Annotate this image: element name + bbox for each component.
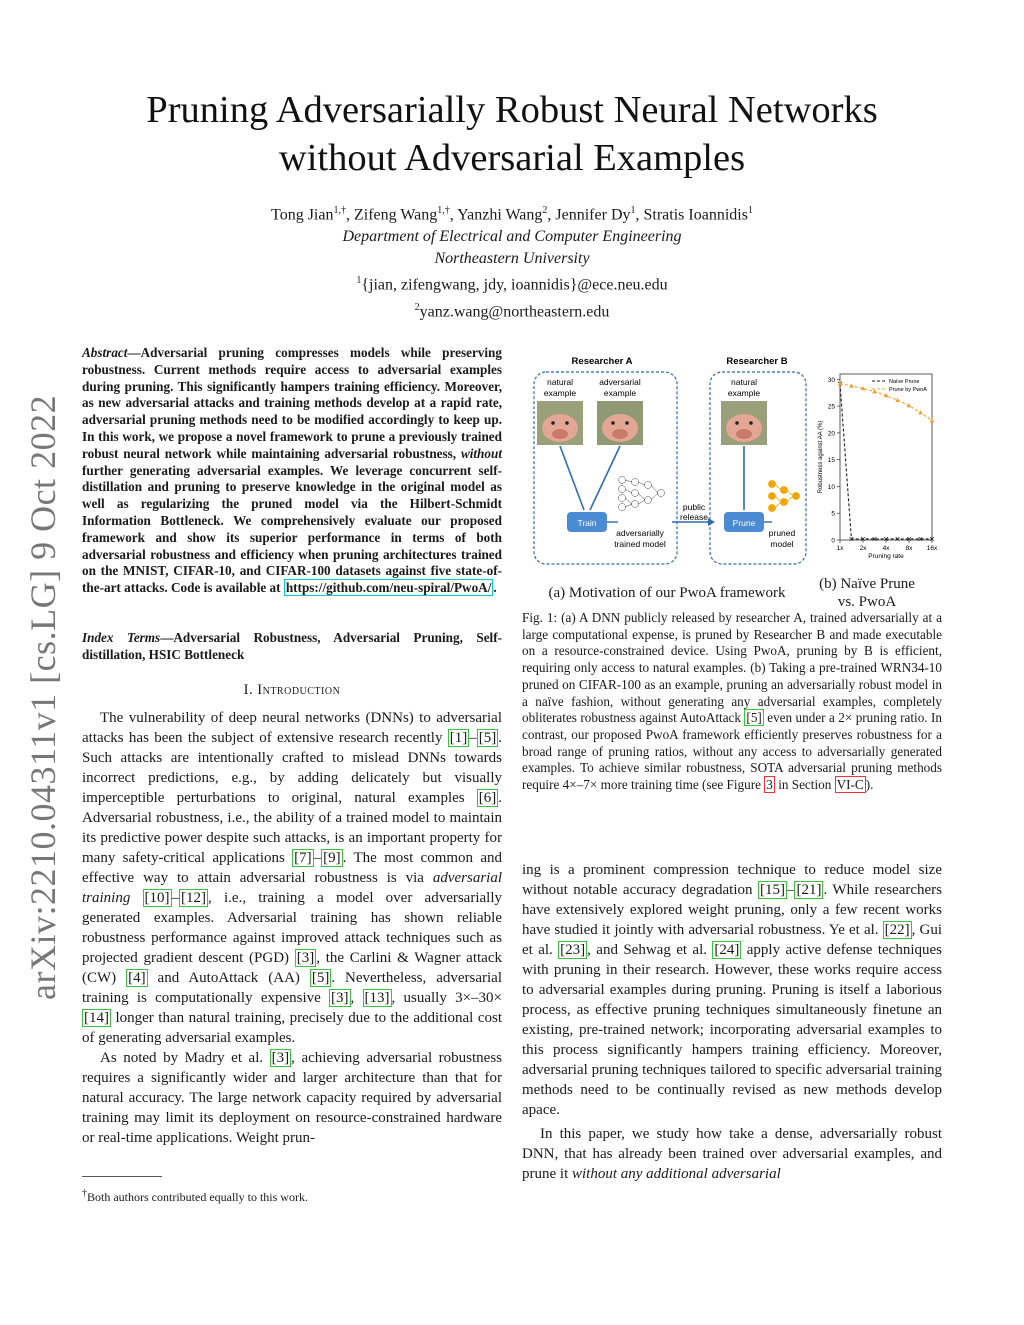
- y-tick-label: 5: [831, 510, 835, 518]
- author-affiliation: 1: [747, 205, 753, 216]
- paragraph: [82, 708, 502, 1048]
- plot-frame: [840, 374, 932, 540]
- arxiv-identifier: arXiv:2210.04311v1 [cs.LG] 9 Oct 2022: [23, 394, 63, 1000]
- author-affiliation: 1: [630, 205, 636, 216]
- author-name: Zifeng Wang: [353, 206, 438, 224]
- footnote-symbol: †: [82, 1188, 87, 1199]
- arrow: [560, 446, 584, 510]
- text: , the Carlini & Wagner attack (CW): [82, 950, 502, 986]
- citation-link[interactable]: [14]: [84, 1010, 109, 1026]
- arrow: [590, 446, 620, 510]
- figure-link[interactable]: 3: [766, 777, 773, 793]
- y-tick-label: 10: [827, 483, 835, 491]
- public-release-label: public: [682, 502, 706, 512]
- figure-caption: [522, 610, 942, 794]
- abstract-text: Adversarial pruning compresses models while preserving robustness. Current methods require access to adversarial examples during pruning. This significantly hampers training efficiency. Moreover, as new adversarial attacks and training methods develop at a rapid rate, adversarial pruning methods need to be modified accordingly to keep up. In this work, we propose a novel framework to prune a previously trained robust neural network while maintaining adversarial robustness,: [82, 345, 502, 461]
- title-line-2: without Adversarial Examples: [278, 137, 746, 179]
- citation-link[interactable]: [5]: [478, 730, 497, 746]
- citation-link[interactable]: [23]: [560, 942, 586, 958]
- arrow-head: [708, 518, 715, 526]
- section-link[interactable]: VI-C: [836, 777, 864, 793]
- citation-link[interactable]: [3]: [296, 950, 315, 966]
- researcher-a-label: Researcher A: [571, 356, 633, 367]
- text: . Adversarial robustness, i.e., the ability of a trained model to maintain its predictive power despite such attacks, is an important property for many safety-critical applications: [82, 790, 502, 866]
- author-name: Tong Jian: [271, 206, 334, 224]
- author-block: [0, 200, 1024, 323]
- x-tick-label: 2x: [859, 545, 867, 552]
- caption-b-line: vs. PwoA: [837, 594, 897, 610]
- adversarial-example-label: example: [603, 388, 637, 398]
- data-point-pwoa: [872, 389, 877, 393]
- text: ,: [350, 990, 363, 1006]
- intro-column-left: [82, 708, 502, 1148]
- email-sup: 2: [414, 301, 420, 313]
- author-name: Yanzhi Wang: [457, 206, 543, 224]
- adversarial-model-label: trained model: [614, 539, 666, 549]
- natural-example-label: example: [543, 388, 577, 398]
- researcher-b-label: Researcher B: [726, 356, 788, 367]
- legend-label: Naïve Prune: [889, 379, 920, 385]
- text: , achieving adversarial robustness requires a significantly wider and larger architecture than that for natural accuracy. The large network capacity required by adversarial training may limit its deployment on resource-constrained hardware or real-time applications. Weight prun-: [82, 1050, 502, 1146]
- abstract-label: Abstract: [82, 345, 128, 360]
- public-release-label: release: [680, 512, 708, 522]
- abstract-end: .: [493, 580, 497, 596]
- citation-link[interactable]: [21]: [796, 882, 822, 898]
- text: –: [171, 890, 180, 906]
- text: –: [469, 730, 477, 746]
- title-line-1: Pruning Adversarially Robust Neural Networks: [146, 89, 878, 131]
- subfigure-caption-b: [812, 575, 922, 611]
- pruned-model-label: pruned: [768, 528, 796, 538]
- prune-label: Prune: [732, 518, 756, 528]
- paragraph: [522, 1124, 942, 1184]
- author-affiliation: 2: [542, 205, 548, 216]
- citation-link[interactable]: [3]: [331, 990, 349, 1006]
- citation-link[interactable]: [15]: [759, 882, 785, 898]
- pruned-network-icon: [769, 481, 800, 512]
- citation-link[interactable]: [4]: [128, 970, 146, 986]
- text: . While researchers have extensively explored weight pruning, only a few recent works have studied it jointly with adversarial robustness. Ye et al.: [522, 882, 942, 938]
- series-line-naive-prune: [840, 384, 932, 539]
- footnote-text: Both authors contributed equally to this work.: [87, 1190, 308, 1204]
- x-axis-label: Pruning rate: [868, 553, 904, 560]
- email-line-1: [0, 270, 1024, 296]
- caption-b-line: (b) Naïve Prune: [819, 576, 915, 592]
- index-terms-text: —Adversarial Robustness, Adversarial Pruning, Self-distillation, HSIC Bottleneck: [82, 630, 503, 662]
- robustness-chart: [818, 374, 938, 560]
- email-1: {jian, zifengwang, jdy, ioannidis}@ece.neu.edu: [361, 276, 668, 294]
- author-name: Jennifer Dy: [555, 206, 631, 224]
- data-point-pwoa: [849, 383, 854, 387]
- text: In this paper, we study how take a dense, adversarially robust DNN, that has already been trained over adversarial examples, and prune it: [522, 1126, 942, 1182]
- pig-image-natural: [537, 401, 583, 445]
- subfigure-caption-a: (a) Motivation of our PwoA framework: [548, 585, 786, 601]
- x-tick-label: 4x: [882, 545, 890, 552]
- legend-label: Prune by PwoA: [889, 387, 927, 393]
- email-sup: 1: [356, 275, 362, 287]
- y-axis-label: Robustness against AA (%): [818, 420, 824, 494]
- text: ).: [865, 777, 874, 793]
- code-link[interactable]: https://github.com/neu-spiral/PwoA/: [285, 580, 492, 596]
- abstract: [82, 345, 502, 597]
- citation-link[interactable]: [6]: [478, 790, 497, 806]
- pig-image-adversarial: [597, 401, 643, 445]
- text: apply active defense techniques with pruning in their research. However, these works require access to adversarial examples during pruning. Pruning is itself a laborious process, as effective pruning techniques simultaneously finetune an existing, pre-trained network; incorporating adversarial examples to this process significantly hampers training efficiency. Moreover, adversarial pruning techniques tailored to specific adversarial training methods need to be continually revised as new methods develop apace.: [522, 942, 942, 1118]
- train-label: Train: [577, 518, 597, 528]
- y-tick-label: 0: [831, 537, 835, 545]
- citation-link[interactable]: [13]: [364, 990, 390, 1006]
- y-tick-label: 25: [827, 403, 835, 411]
- text: As noted by Madry et al.: [100, 1050, 270, 1066]
- emphasis: without any additional adversarial: [572, 1166, 781, 1182]
- author-affiliation: 1,†: [437, 205, 450, 216]
- section-title: Introduction: [257, 682, 341, 698]
- section-number: I.: [243, 682, 254, 698]
- text: longer than natural training, precisely due to the additional cost of generating adversarial examples.: [82, 1010, 502, 1046]
- natural-example-label: natural: [731, 377, 757, 387]
- author-list: Tong Jian$^{1,\dagger}$, Zifeng Wang$^{1,\dagger}$, Yanzhi Wang$^2$, Jennifer Dy$^1$, Stratis Ioannidis$^1$: [271, 205, 753, 224]
- author-affiliation: 1,†: [333, 205, 346, 216]
- data-point-pwoa: [930, 418, 935, 422]
- paragraph: [522, 860, 942, 1120]
- citation-link[interactable]: [12]: [181, 890, 207, 906]
- text: , Gui et al.: [522, 922, 943, 958]
- figure-graphic: [522, 352, 942, 582]
- x-tick-label: 16x: [926, 545, 938, 552]
- footnote-divider: [82, 1176, 162, 1177]
- text: even under a 2× pruning ratio. In contrast, our proposed PwoA framework efficiently preserves robustness for a broad range of pruning ratios, without any access to adversarially generated examples. To achieve similar robustness, SOTA adversarial pruning methods require 4×–7× more training time (see Figure: [522, 710, 942, 793]
- citation-link[interactable]: [24]: [714, 942, 740, 958]
- y-tick-label: 30: [827, 376, 835, 384]
- university: Northeastern University: [434, 250, 590, 268]
- adversarial-model-label: adversarially: [616, 528, 664, 538]
- y-tick-label: 15: [827, 457, 835, 465]
- text: , usually 3×–30×: [391, 990, 502, 1006]
- neural-network-icon: [619, 477, 665, 511]
- figure-1: [522, 352, 942, 612]
- paragraph: [82, 1048, 502, 1148]
- natural-example-label: natural: [547, 377, 573, 387]
- citation-link[interactable]: [3]: [271, 1050, 290, 1066]
- emphasis: adversarial training: [82, 870, 502, 906]
- pruned-model-label: model: [770, 539, 794, 549]
- email-2: yanz.wang@northeastern.edu: [419, 302, 610, 320]
- citation-link[interactable]: [1]: [449, 730, 468, 746]
- text: –: [786, 882, 795, 898]
- citation-link[interactable]: [5]: [746, 710, 762, 726]
- text: ing is a prominent compression technique to reduce model size without notable accuracy degradation: [522, 862, 942, 898]
- text: The vulnerability of deep neural networks (DNNs) to adversarial attacks has been the subject of extensive research recently: [82, 710, 502, 746]
- intro-column-right: [522, 860, 942, 1184]
- data-point-pwoa: [918, 410, 923, 414]
- citation-link[interactable]: [5]: [311, 970, 330, 986]
- x-tick-label: 1x: [836, 545, 844, 552]
- x-tick-label: 8x: [905, 545, 913, 552]
- text: [130, 890, 142, 906]
- text: Fig. 1: (a) A DNN publicly released by researcher A, trained adversarially at a large computational expense, is pruned by Researcher B and made executable on a resource-constrained device. Using PwoA, pruning by B is efficient, requiring only access to natural examples. (b) Taking a pre-trained WRN34-10 pruned on CIFAR-100 as an example, pruning an adversarially robust model in a naïve fashion, without generating any adversarial examples, completely obliterates robustness against AutoAttack: [522, 610, 942, 726]
- index-terms: [82, 630, 502, 664]
- department: Department of Electrical and Computer Engineering: [342, 228, 682, 246]
- text: , i.e., training a model over adversarially generated examples. Adversarial training has shown reliable robustness performance against improved attack techniques such as projected gradient descent (PGD): [82, 890, 502, 966]
- text: and AutoAttack (AA): [147, 970, 310, 986]
- email-line-2: [0, 297, 1024, 323]
- data-point-pwoa: [895, 398, 900, 402]
- text: –: [313, 850, 322, 866]
- citation-link[interactable]: [9]: [323, 850, 341, 866]
- footnote: [82, 1186, 502, 1205]
- paper-title: [0, 86, 1024, 182]
- pig-image-natural-b: [721, 401, 767, 445]
- text: . The most common and effective way to attain adversarial robustness is via: [82, 850, 502, 886]
- natural-example-label: example: [727, 388, 761, 398]
- adversarial-example-label: adversarial: [599, 377, 641, 387]
- text: . Nevertheless, adversarial training is computationally expensive: [82, 970, 503, 1006]
- citation-link[interactable]: [7]: [294, 850, 312, 866]
- text: . Such attacks are intentionally crafted to mislead DNNs towards incorrect predictions, e.g., by adding delicately but visually imperceptible perturbations to original, natural examples: [82, 730, 502, 806]
- section-heading: [82, 682, 502, 699]
- y-tick-label: 20: [827, 430, 835, 438]
- abstract-dash: —: [127, 345, 141, 360]
- index-terms-label: Index Terms: [82, 630, 161, 645]
- text: in Section: [774, 777, 835, 793]
- author-name: Stratis Ioannidis: [643, 206, 748, 224]
- citation-link[interactable]: [22]: [884, 922, 910, 938]
- abstract-text: further generating adversarial examples. We leverage concurrent self-distillation and pruning to preserve knowledge in the original model as well as regularizing the pruned model via the Hilbert-Schmidt Information Bottleneck. We comprehensively evaluate our proposed framework and show its superior performance in terms of both adversarial robustness and efficiency when pruning architectures trained on the MNIST, CIFAR-10, and CIFAR-100 datasets against five state-of-the-art attacks. Code is available at: [82, 462, 502, 596]
- text: , and Sehwag et al.: [587, 942, 713, 958]
- abstract-emphasis: without: [460, 445, 502, 461]
- citation-link[interactable]: [10]: [144, 890, 170, 906]
